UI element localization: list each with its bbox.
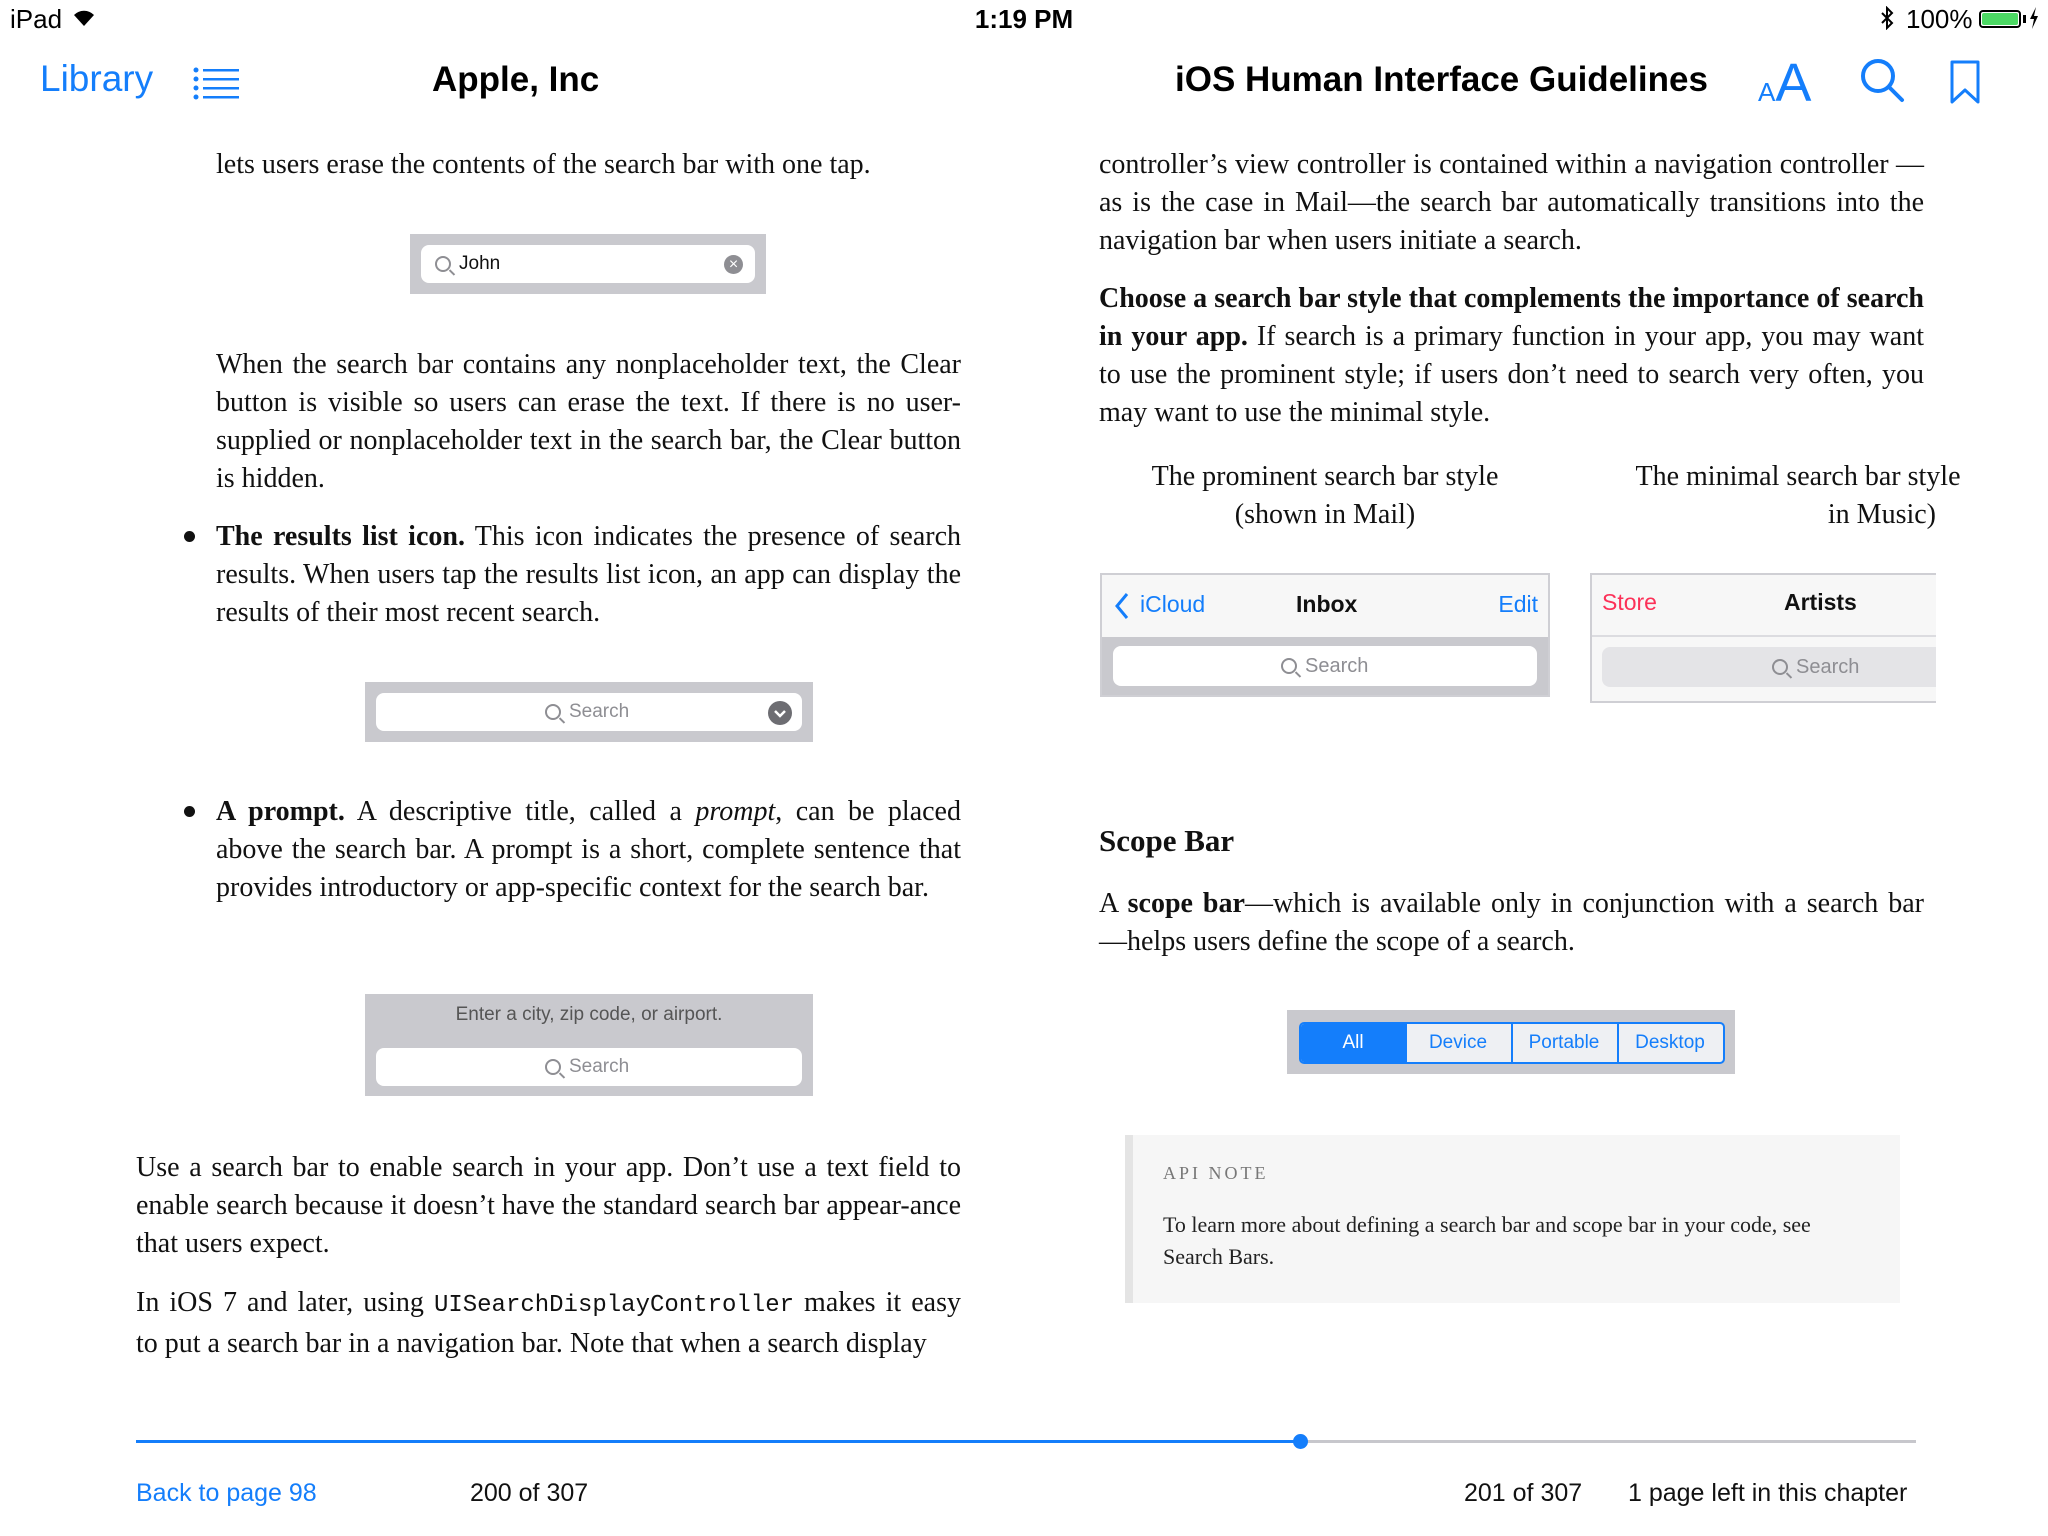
music-search-placeholder: Search: [1796, 656, 1860, 678]
figure-search-placeholder: Search: [569, 701, 630, 722]
figure-search-bar-clear: [410, 234, 766, 294]
caption-minimal-2: in Music): [1827, 499, 1936, 530]
mail-edit-label: Edit: [1498, 591, 1538, 617]
clear-icon: ×: [724, 255, 743, 274]
section-heading: Scope Bar: [1099, 823, 1235, 858]
left-para-4-b: makes it easy to put a search bar in a navigation bar. Note that when a search display: [136, 1287, 961, 1359]
music-store-label: Store: [1602, 589, 1657, 615]
book-author-title: Apple, Inc: [432, 60, 600, 99]
scope-segment-portable: Portable: [1511, 1024, 1619, 1062]
bluetooth-icon: [1880, 6, 1894, 30]
caption-minimal-1: The minimal search bar style: [1635, 461, 1961, 492]
figure-search-bar-prompt: [365, 994, 813, 1096]
chapter-pages-left: 1 page left in this chapter: [1628, 1479, 1908, 1507]
right-para-2-bold: Choose a search bar style that complements the importance of search in your app.: [1099, 283, 1924, 352]
font-size-button[interactable]: [1758, 52, 1811, 114]
search-icon[interactable]: [1860, 58, 1906, 104]
figure-scope-bar: [1287, 1010, 1735, 1074]
font-small-label: A: [1758, 77, 1776, 107]
charging-icon: [2028, 6, 2040, 30]
right-para-3: [1099, 885, 1924, 961]
caption-prominent: [1110, 458, 1540, 534]
status-time: 1:19 PM: [974, 4, 1074, 34]
api-note-text: To learn more about defining a search bar and scope bar in your code, see Search Bars.: [1163, 1212, 1811, 1269]
left-para-1: lets users erase the contents of the search bar with one tap.: [216, 149, 871, 180]
right-para-2-text: If search is a primary function in your app, you may want to use the prominent style; if users don’t need to search very often, you may want to use the minimal style.: [1099, 321, 1924, 428]
figure-prompt-text: Enter a city, zip code, or airport.: [455, 1004, 723, 1025]
right-para-2: [1099, 280, 1924, 432]
chevron-left-icon: [1114, 592, 1130, 620]
bullet-results-bold: The results list icon.: [216, 521, 465, 552]
figure-search-placeholder: Search: [569, 1056, 630, 1077]
scope-segment-desktop: Desktop: [1635, 1032, 1705, 1053]
code-uisearchdisplaycontroller: UISearchDisplayController: [433, 1292, 794, 1319]
battery-percent: 100%: [1906, 4, 1973, 34]
magnifier-icon: [545, 1059, 561, 1075]
api-note-title: API NOTE: [1163, 1163, 1269, 1183]
mail-title: Inbox: [1296, 591, 1358, 617]
right-para-3-b: —which is available only in conjunction with a search bar —helps users define the scope of a search.: [1099, 888, 1924, 957]
status-device: iPad: [10, 4, 63, 34]
bullet-dot: [184, 531, 195, 542]
api-note: [1125, 1135, 1900, 1303]
right-para-3-a: A: [1099, 888, 1128, 919]
bullet-prompt-bold: A prompt.: [216, 796, 345, 827]
caption-prominent-1: The prominent search bar style: [1151, 461, 1499, 492]
page-scrubber[interactable]: [136, 1440, 1916, 1444]
magnifier-icon: [545, 704, 561, 720]
page-scrubber-fill: [136, 1440, 1300, 1443]
music-title: Artists: [1784, 589, 1857, 615]
scope-segment-all: All: [1301, 1024, 1407, 1062]
battery-tip: [2023, 15, 2026, 23]
caption-prominent-2: (shown in Mail): [1234, 499, 1416, 530]
bullet-prompt-italic: prompt: [695, 796, 776, 827]
library-button[interactable]: Library: [40, 58, 154, 99]
bullet-results-text: This icon indicates the presence of search results. When users tap the results list icon, an app can display the results of their most recent search.: [216, 521, 961, 628]
back-to-page-link[interactable]: Back to page 98: [136, 1479, 317, 1507]
left-para-4-a: In iOS 7 and later, using: [136, 1287, 434, 1318]
left-page-number: 200 of 307: [470, 1479, 589, 1507]
bullet-prompt-text-a: A descriptive title, called a: [344, 796, 696, 827]
figure-search-bar-results: [365, 682, 813, 742]
caption-minimal: [1590, 458, 2006, 534]
right-para-3-bold: scope bar: [1127, 888, 1245, 919]
magnifier-icon: [1772, 659, 1788, 675]
mail-back-label: iCloud: [1140, 591, 1206, 617]
results-list-icon: [768, 701, 792, 725]
bullet-dot: [184, 806, 195, 817]
figure-music-search: [1590, 573, 1936, 703]
left-para-3: Use a search bar to enable search in your app. Don’t use a text field to enable search because it doesn’t have the standard search bar appear-ance that users expect.: [136, 1152, 961, 1259]
left-para-2: When the search bar contains any nonplaceholder text, the Clear button is visible so users can erase the text. If there is no user-supplied or nonplaceholder text in the search bar, the Clear button is hidden.: [216, 349, 961, 494]
left-para-4: [136, 1284, 961, 1363]
magnifier-icon: [1281, 658, 1297, 674]
bullet-prompt: [216, 793, 961, 907]
right-para-1: controller’s view controller is contained within a navigation controller —as is the case in Mail—the search bar automatically transitions into the navigation bar when users initiate a search.: [1099, 149, 1924, 256]
bullet-prompt-text-b: , can be placed above the search bar. A prompt is a short, complete sentence that provides introductory or app-specific context for the search bar.: [216, 796, 961, 903]
battery-icon: [1979, 10, 2021, 28]
scope-segment-device: Device: [1405, 1024, 1513, 1062]
bullet-results-list: [216, 518, 961, 632]
right-page-number: 201 of 307: [1464, 1479, 1583, 1507]
book-title: iOS Human Interface Guidelines: [1175, 60, 1708, 99]
font-large-label: A: [1775, 53, 1812, 113]
toc-list-icon[interactable]: [193, 66, 239, 100]
page-scrubber-knob[interactable]: [1293, 1434, 1308, 1449]
figure-mail-search: [1100, 573, 1550, 697]
mail-search-placeholder: Search: [1305, 655, 1369, 677]
figure-search-text: John: [459, 253, 501, 274]
magnifier-icon: [435, 256, 451, 272]
bookmark-icon[interactable]: [1950, 60, 1980, 104]
